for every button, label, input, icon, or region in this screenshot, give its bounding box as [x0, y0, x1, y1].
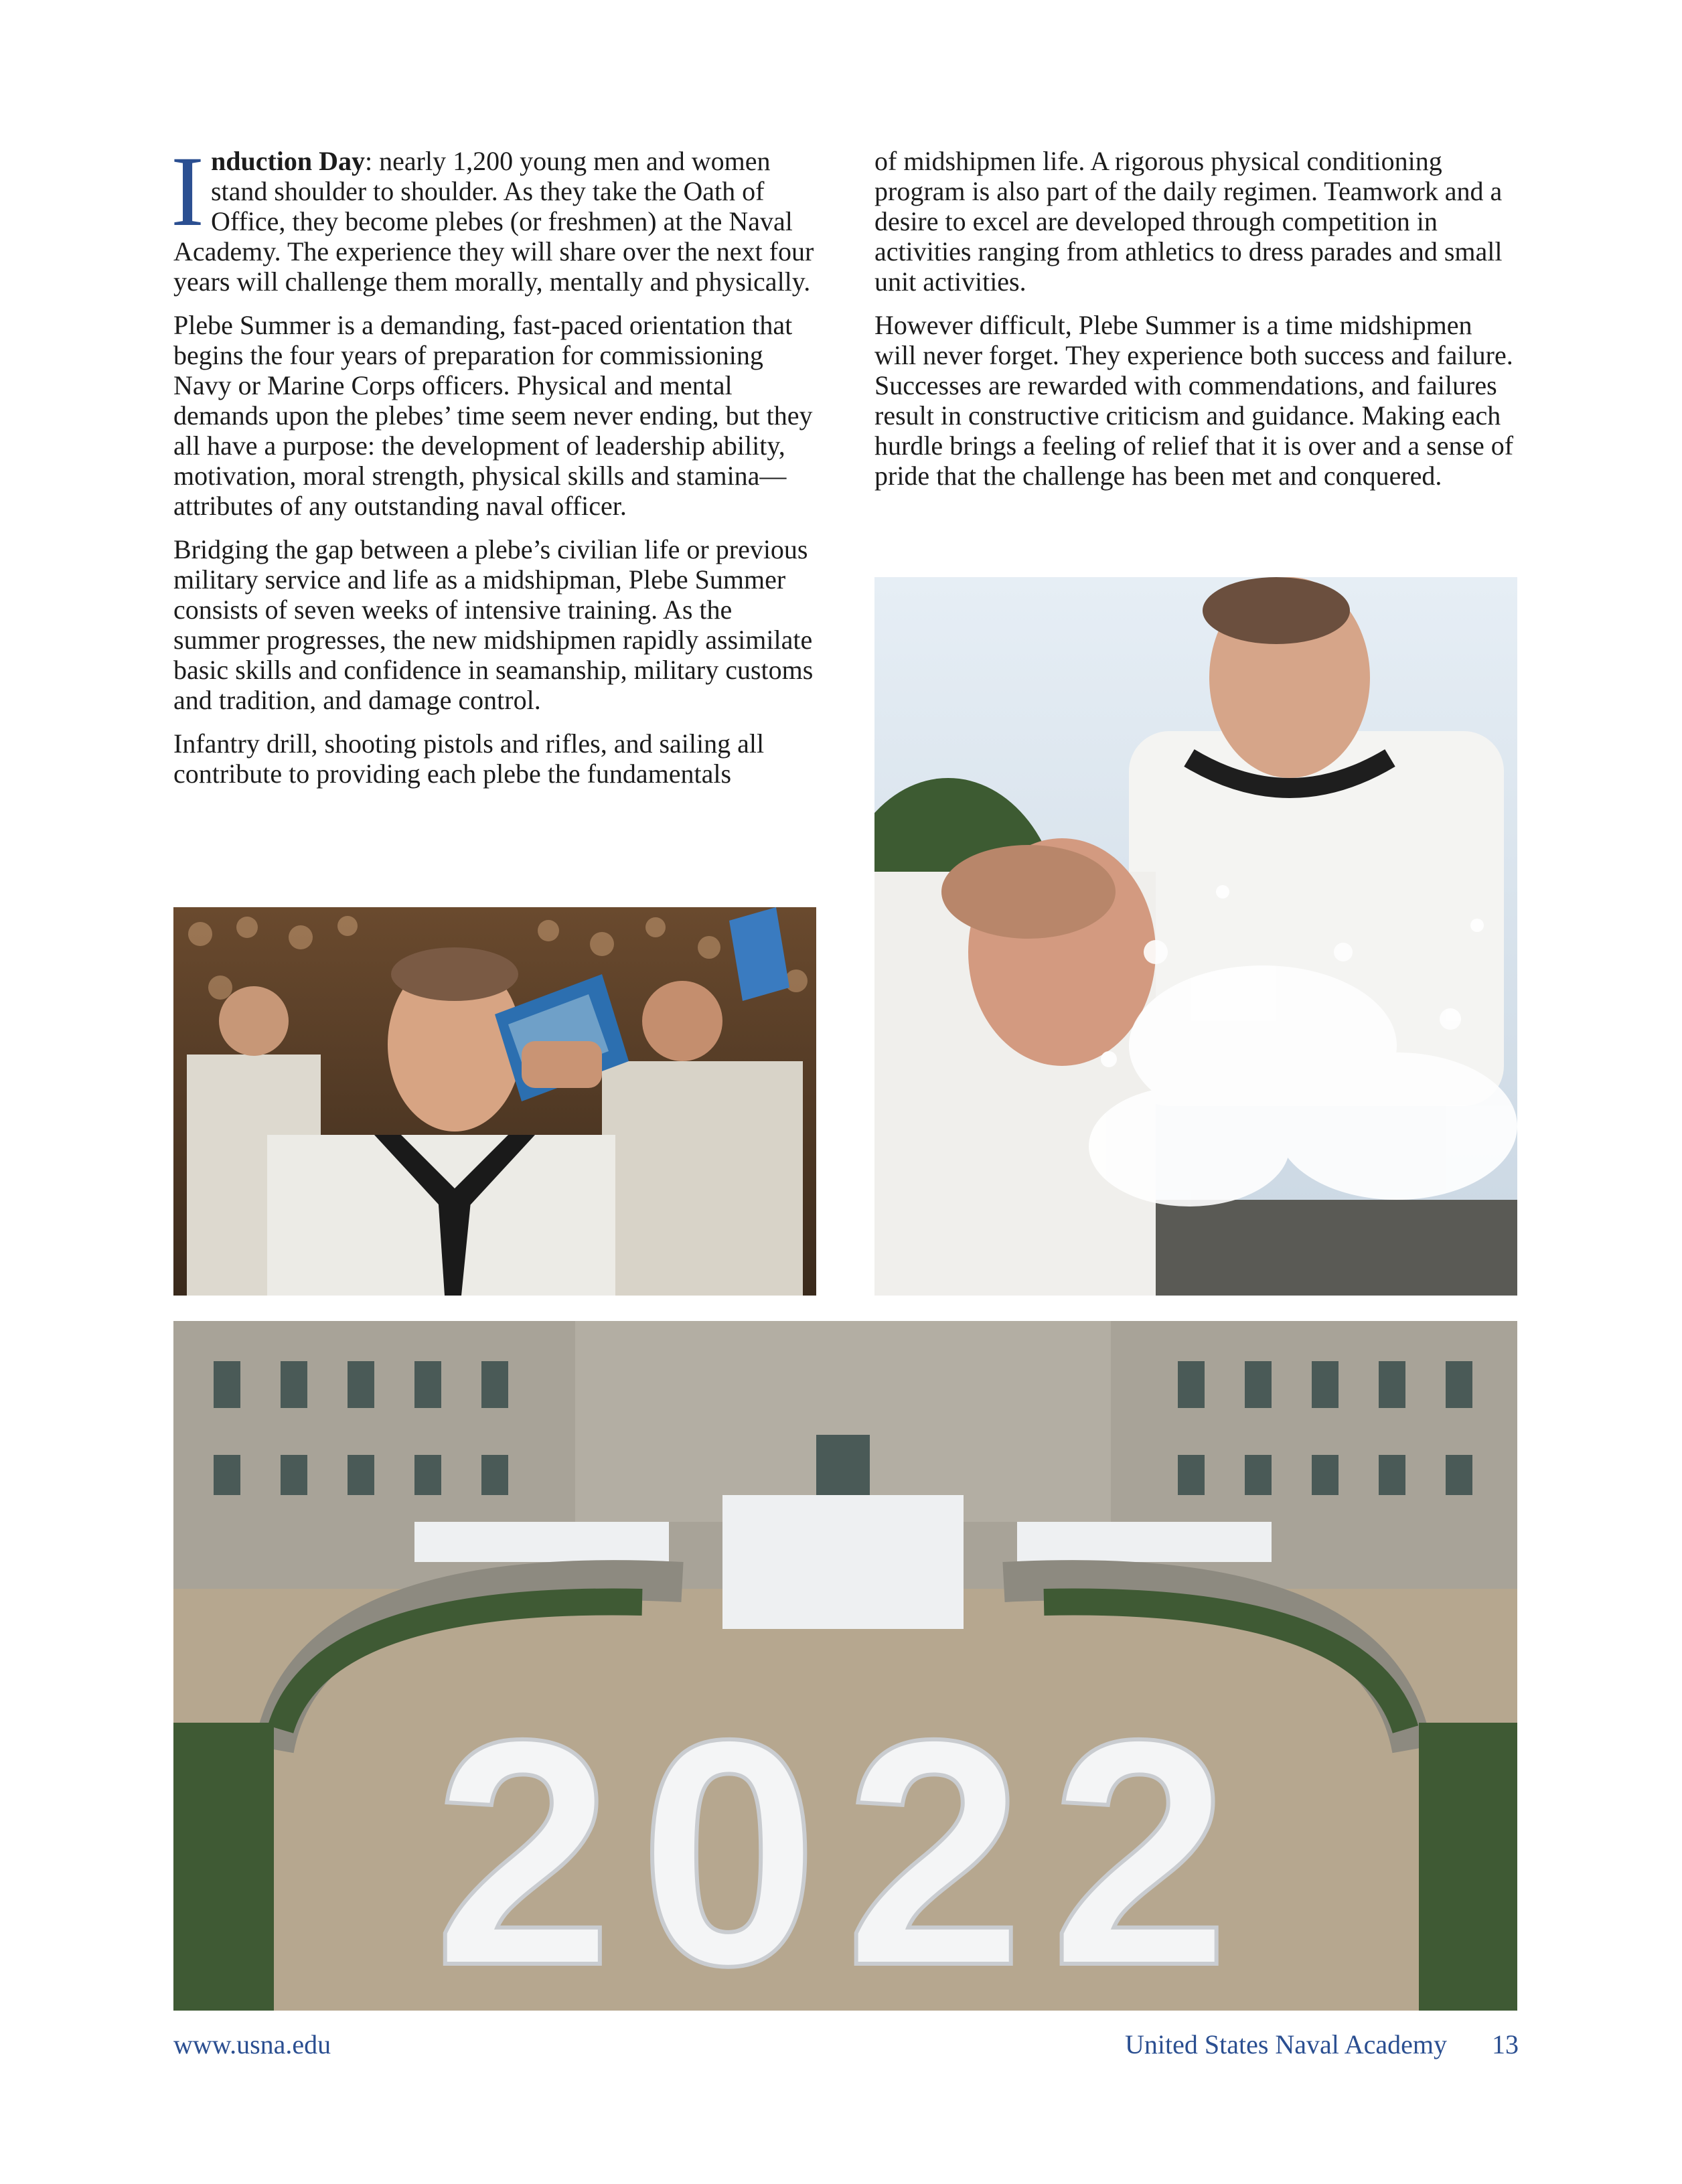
footer-website[interactable]: www.usna.edu: [173, 2029, 331, 2059]
paragraph: Bridging the gap between a plebe’s civilian life or previous military service and life as a midshipman, Plebe Summer consists of seven weeks of intensive training. As the summer progresses, the new midshipmen rapidly assimilate basic skills and confidence in seamanship, military customs and tradition, and damage control.: [173, 534, 814, 715]
lead-text: : nearly 1,200 young men and women stand shoulder to shoulder. As they take the Oath of Office, they become plebes (or freshmen) at the Naval Academy. The experience they will share over the next four years will challenge them morally, mentally and physically.: [173, 146, 814, 297]
article-left-column: [171, 136, 818, 802]
drop-cap: I: [171, 136, 204, 247]
paragraph: However difficult, Plebe Summer is a time midshipmen will never forget. They experience both success and failure. Successes are rewarded with commendations, and failures result in constructive criticism and guidance. Making each hurdle brings a feeling of relief that it is over and a sense of pride that the challenge has been met and conquered.: [874, 310, 1514, 491]
lead-heading: nduction Day: [210, 146, 366, 176]
paragraph: of midshipmen life. A rigorous physical conditioning program is also part of the daily regimen. Teamwork and a desire to excel are developed through competition in activities ranging from athletics to dress parades and small unit activities.: [874, 146, 1503, 297]
paragraph: Plebe Summer is a demanding, fast-paced orientation that begins the four years of preparation for commissioning Navy or Marine Corps officers. Physical and mental demands upon the plebes’ time seem never ending, but they all have a purpose: the development of leadership ability, motivation, moral strength, physical skills and stamina—attributes of any outstanding naval officer.: [173, 310, 813, 521]
footer-publication: United States Naval Academy: [1125, 2029, 1447, 2059]
article-right-column: [874, 146, 1519, 504]
paragraph: Infantry drill, shooting pistols and rifles, and sailing all contribute to providing each plebe the fundamentals: [173, 728, 765, 789]
page-number: 13: [1492, 2029, 1519, 2059]
aerial-class-formation-photo: [173, 1321, 1517, 2011]
lead-paragraph: [171, 136, 818, 297]
oath-ceremony-photo: [173, 907, 816, 1296]
class-year-formation: 2022: [434, 1672, 1256, 2011]
water-splash-photo: [874, 577, 1517, 1296]
